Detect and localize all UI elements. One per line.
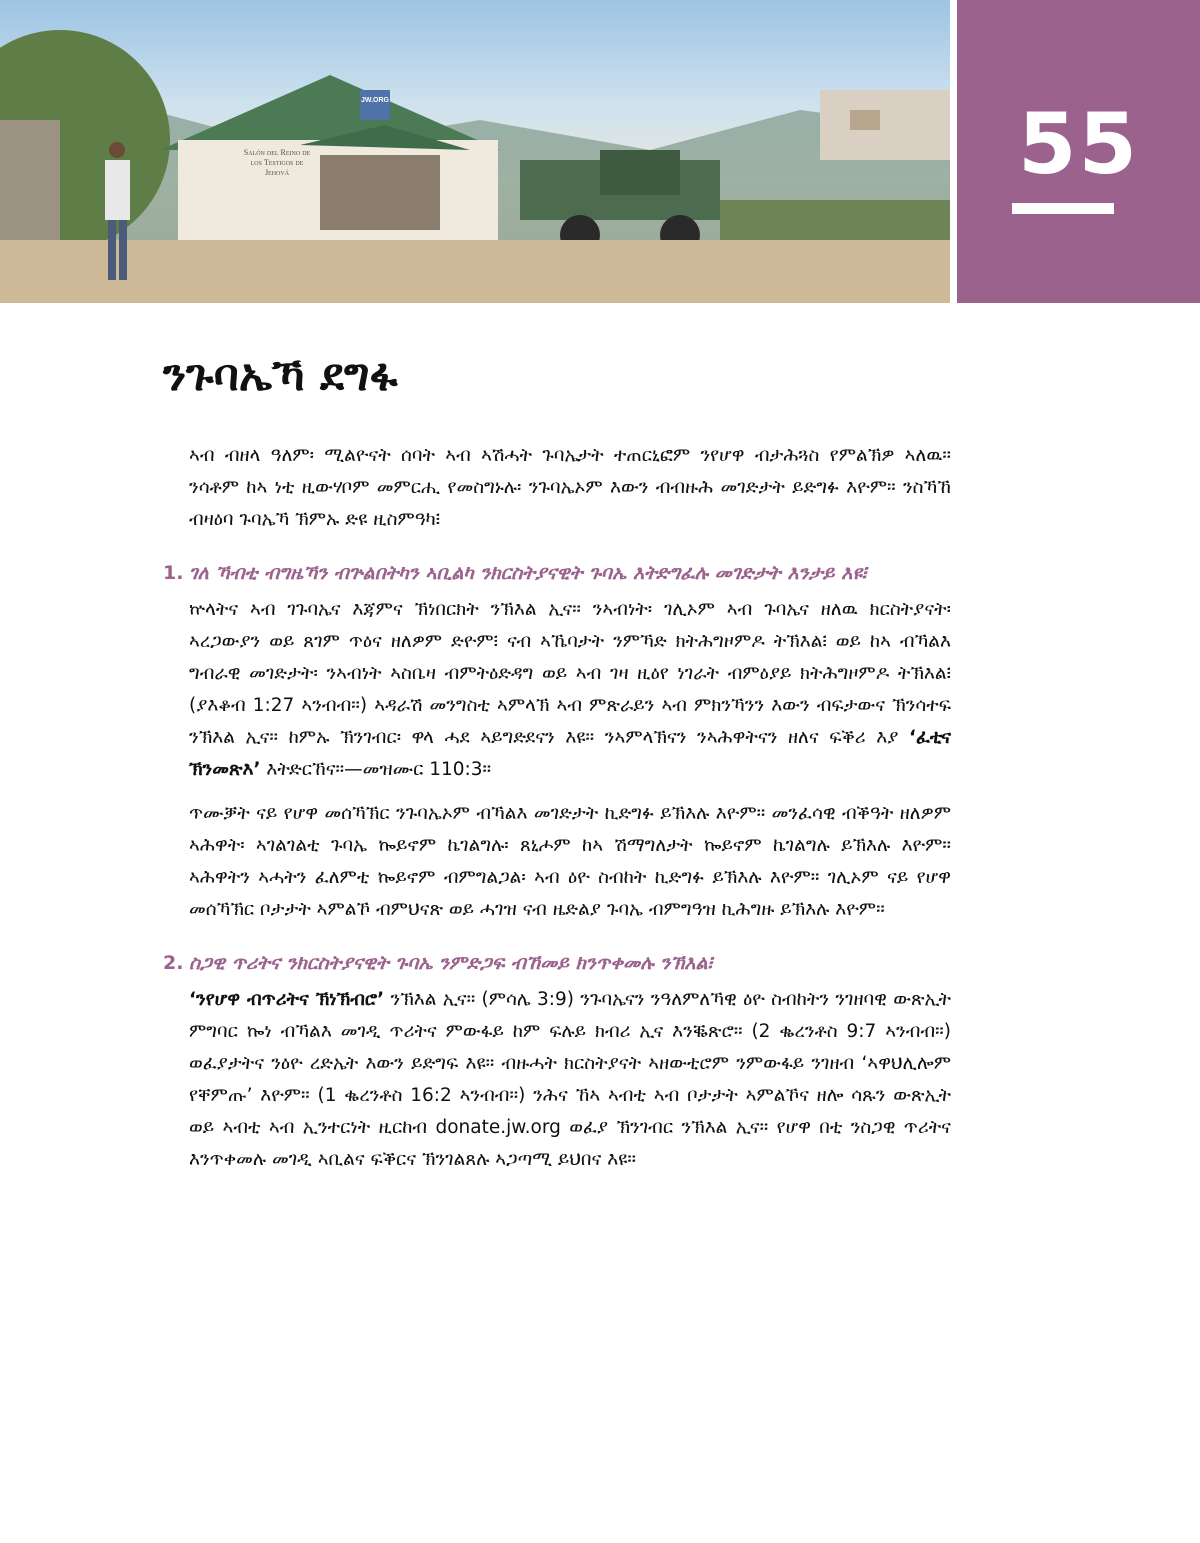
question-text: ገለ ኻብቲ ብግዜኻን ብጕልበትካን ኣቢልካ ንክርስትያናዊት ጉባኤ እትድግፈሉ መገድታት እንታይ እዩ፧ (189, 562, 867, 584)
section-1-paragraph-1 (189, 594, 951, 786)
jw-org-sign: JW.ORG (360, 97, 389, 104)
emphasis-text: ‘ፈቲና ኽንመጽእ’ (189, 727, 951, 780)
lesson-number-underline (1012, 203, 1114, 214)
kingdom-hall-illustration (0, 0, 950, 303)
question-1 (163, 558, 951, 588)
text-segment: እትድርኸና።—መዝሙር 110:3። (260, 759, 492, 780)
page-title: ንጉባኤኻ ደግፋ (163, 350, 398, 401)
text-segment: ንኽእል ኢና። (ምሳሌ 3:9) ንጉባኤናን ንዓለምለኻዊ ዕዮ ስብከትን ንገዘባዊ ውጽኢት ምግባር ኰነ ብኻልእ መገዲ ጥሪትና ምውፋይ ከም ፍሉይ ክብሪ ኢና እንቘጽሮ። (2 ቈረንቶስ 9:7 ኣንብብ።) ወፈያታትና ንዕዮ ረድኤት እውን ይድግፍ እዩ። ብዙሓት ክርስትያናት ኣዘውቲሮም ንምውፋይ ንገዘብ ‘ኣዋህሊሎም የቐምጡ’ እዮም። (1 ቈረንቶስ 16:2 ኣንብብ።) ንሕና ኸኣ ኣብቲ ኣብ ቦታታት ኣምልኾና ዘሎ ሳጹን ውጽኢት ወይ ኣብቲ ኣብ ኢንተርነት ዚርከብ donate.jw.org ወፈያ ኽንገብር ንኽእል ኢና። የሆዋ በቲ ንስጋዊ ጥሪትና እንጥቀመሉ መገዲ ኣቢልና ፍቕርና ኽንገልጸሉ ኣጋጣሚ ይህበና እዩ። (189, 989, 951, 1170)
question-number: 2. (163, 952, 184, 974)
lesson-number: 55 (1018, 95, 1139, 193)
section-1-paragraph-2: ጥሙቓት ናይ የሆዋ መሰኻኽር ንጉባኤኦም ብኻልእ መገድታት ኪድግፉ ይኽእሉ እዮም። መንፈሳዊ ብቕዓት ዘለዎም ኣሕዋት፡ ኣገልገልቲ ጉባኤ ኰይኖም ኬገልግሉ፡ ጸኒሖም ከኣ ሽማግለታት ኰይኖም ኬገልግሉ ይኽእሉ እዮም። ኣሕዋትን ኣሓትን ፈለምቲ ኰይኖም ብምግልጋል፡ ኣብ ዕዮ ስብከት ኪድግፉ ይኽእሉ እዮም። ገሊኦም ናይ የሆዋ መሰኻኽር ቦታታት ኣምልኾ ብምህናጽ ወይ ሓገዝ ናብ ዜድልያ ጉባኤ ብምግዓዝ ኪሕግዙ ይኽእሉ እዮም። (189, 803, 951, 920)
kingdom-hall-sign-text: Salón del Reino de los Testigos de Jehová (243, 148, 311, 177)
section-2-paragraph-1 (189, 984, 951, 1176)
question-2 (163, 948, 951, 978)
question-text: ስጋዊ ጥሪትና ንክርስትያናዊት ጉባኤ ንምድጋፍ ብኸመይ ክንጥቀመሉ ንኽእል፧ (189, 952, 713, 974)
question-number: 1. (163, 562, 184, 584)
kingdom-hall-photo (0, 0, 950, 303)
text-segment: ኵላትና ኣብ ገጉባኤና እጃምና ኽነበርክት ንኽእል ኢና። ንኣብነት፡ ገሊኦም ኣብ ጉባኤና ዘለዉ ክርስትያናት፡ ኣረጋውያን ወይ ጸገም ጥዕና ዘለዎም ድዮም፧ ናብ ኣኼባታት ንምኻድ ክትሕግዞምዶ ትኽእል፧ ወይ ከኣ ብኻልእ ግብራዊ መገድታት፡ ንኣብነት ኣስቤዛ ብምትዕድዳግ ወይ ኣብ ገዛ ዚዕየ ነገራት ብምዕያይ ክትሕግዞምዶ ትኽእል፧ (ያእቆብ 1:27 ኣንብብ።) ኣዳራሽ መንግስቲ ኣምላኽ ኣብ ምጽራይን ኣብ ምክንኻንን እውን ብፍታውና ኽንሳተፍ ንኽእል ኢና። ከምኡ ኽንገብር፡ ዋላ ሓደ ኣይግድደናን እዩ። ንኣምላኽናን ንኣሕዋትናን ዘለና ፍቕሪ እያ (189, 599, 951, 748)
lesson-content (163, 440, 951, 1188)
lesson-number-badge (957, 0, 1200, 303)
intro-paragraph: ኣብ ብዘላ ዓለም፡ ሚልዮናት ሰባት ኣብ ኣሽሓት ጉባኤታት ተጠርኒፎም ንየሆዋ ብታሕጓስ የምልኽዎ ኣለዉ። ንሳቶም ከኣ ነቲ ዚውሃቦም መምርሒ የመስግኑሉ፡ ንጉባኤኦም እውን ብብዙሕ መገድታት ይድግፉ እዮም። ንስኻኸ ብዛዕባ ጉባኤኻ ኽምኡ ድዩ ዚስምዓካ፧ (189, 445, 951, 530)
emphasis-text: ‘ንየሆዋ ብጥሪትና ኽነኽብሮ’ (189, 989, 385, 1010)
